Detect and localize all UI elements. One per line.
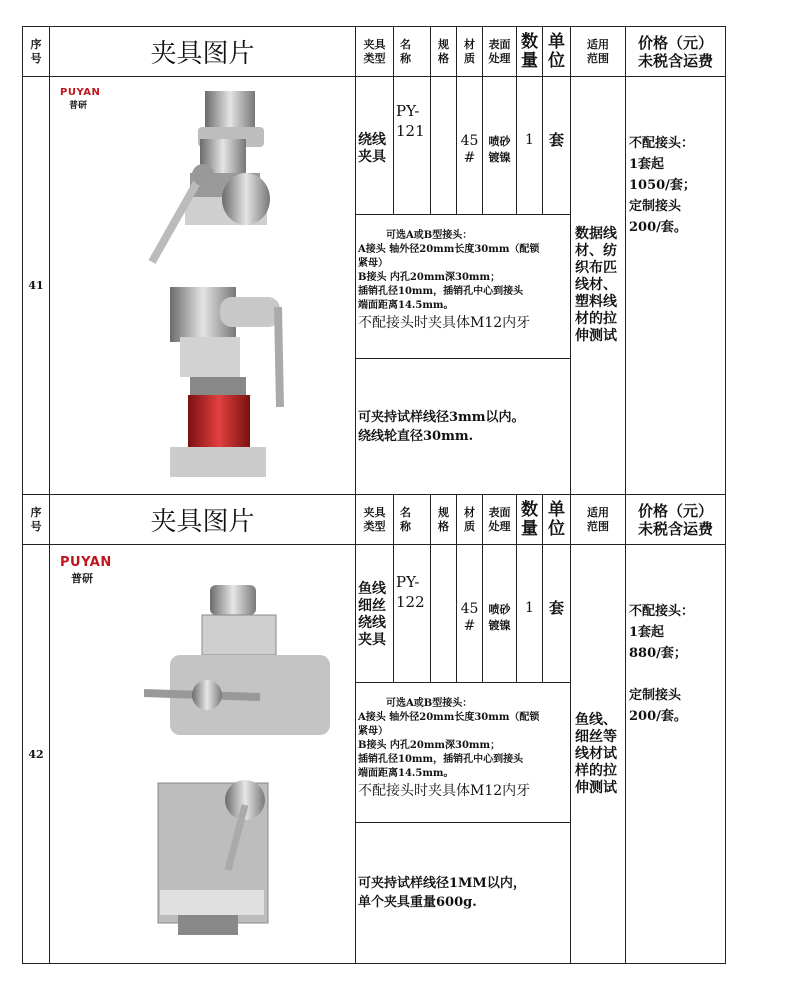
fixture-image — [50, 77, 356, 495]
fishing-line-fixture-photo — [50, 545, 356, 964]
fixture-unit: 套 — [543, 545, 571, 683]
header-scope: 适用 范围 — [571, 27, 626, 77]
header-surface: 表面 处理 — [483, 495, 517, 545]
header-qty: 数 量 — [517, 27, 543, 77]
puyan-logo: PUYAN 普研 — [60, 87, 101, 111]
fixture-surface: 喷砂 镀镍 — [483, 77, 517, 215]
fixture-surface: 喷砂 镀镍 — [483, 545, 517, 683]
header-material: 材 质 — [457, 495, 483, 545]
fixture-type: 鱼线 细丝 绕线 夹具 — [356, 545, 394, 683]
fixture-note: 可夹持试样线径3mm以内。 绕线轮直径30mm. — [356, 359, 571, 495]
header-unit: 单 位 — [543, 495, 571, 545]
fixture-image — [50, 545, 356, 964]
fixture-material: 45 # — [457, 77, 483, 215]
fixture-model: PY- 121 — [394, 77, 431, 215]
header-scope: 适用 范围 — [571, 495, 626, 545]
header-material: 材 质 — [457, 27, 483, 77]
header-qty: 数 量 — [517, 495, 543, 545]
puyan-logo: PUYAN 普研 — [60, 555, 112, 585]
header-name: 名 称 — [394, 495, 431, 545]
row-number: 42 — [23, 545, 50, 964]
header-type: 夹具 类型 — [356, 27, 394, 77]
fixture-model: PY- 122 — [394, 545, 431, 683]
table-header — [23, 27, 726, 77]
fixture-qty: 1 — [517, 77, 543, 215]
table-header — [23, 495, 726, 545]
fixture-material: 45 # — [457, 545, 483, 683]
header-type: 夹具 类型 — [356, 495, 394, 545]
row-number: 41 — [23, 77, 50, 495]
header-spec: 规 格 — [431, 27, 457, 77]
price-sheet — [22, 26, 725, 964]
header-price: 价格（元） 未税含运费 — [626, 27, 726, 77]
fixture-spec — [431, 77, 457, 215]
fixture-scope: 数据线 材、纺 织布匹 线材、 塑料线 材的拉 伸测试 — [571, 77, 626, 495]
header-spec: 规 格 — [431, 495, 457, 545]
connector-options: 可选A或B型接头： A接头 轴外径20mm长度30mm（配锁 紧母） B接头 内孔20mm深30mm； 插销孔径10mm，插销孔中心到接头 端面距离14.5mm。 不配接头时夹具体M12内牙 — [356, 683, 571, 823]
header-no: 序 号 — [23, 495, 50, 545]
fixture-table — [22, 26, 726, 964]
fixture-price: 不配接头： 1套起 1050/套； 定制接头 200/套。 — [626, 77, 726, 495]
table-row — [23, 545, 726, 683]
header-unit: 单 位 — [543, 27, 571, 77]
fixture-unit: 套 — [543, 77, 571, 215]
connector-options: 可选A或B型接头： A接头 轴外径20mm长度30mm（配锁 紧母） B接头 内孔20mm深30mm； 插销孔径10mm，插销孔中心到接头 端面距离14.5mm。 不配接头时夹具体M12内牙 — [356, 215, 571, 359]
header-no: 序 号 — [23, 27, 50, 77]
fixture-spec — [431, 545, 457, 683]
header-image: 夹具图片 — [50, 27, 356, 77]
header-name: 名 称 — [394, 27, 431, 77]
fixture-price: 不配接头： 1套起 880/套； 定制接头 200/套。 — [626, 545, 726, 964]
table-row — [23, 77, 726, 215]
fixture-note: 可夹持试样线径1MM以内， 单个夹具重量600g. — [356, 823, 571, 964]
fixture-type: 绕线 夹具 — [356, 77, 394, 215]
winding-fixture-photo — [50, 77, 356, 495]
header-image: 夹具图片 — [50, 495, 356, 545]
fixture-scope: 鱼线、 细丝等 线材试 样的拉 伸测试 — [571, 545, 626, 964]
header-price: 价格（元） 未税含运费 — [626, 495, 726, 545]
fixture-qty: 1 — [517, 545, 543, 683]
header-surface: 表面 处理 — [483, 27, 517, 77]
